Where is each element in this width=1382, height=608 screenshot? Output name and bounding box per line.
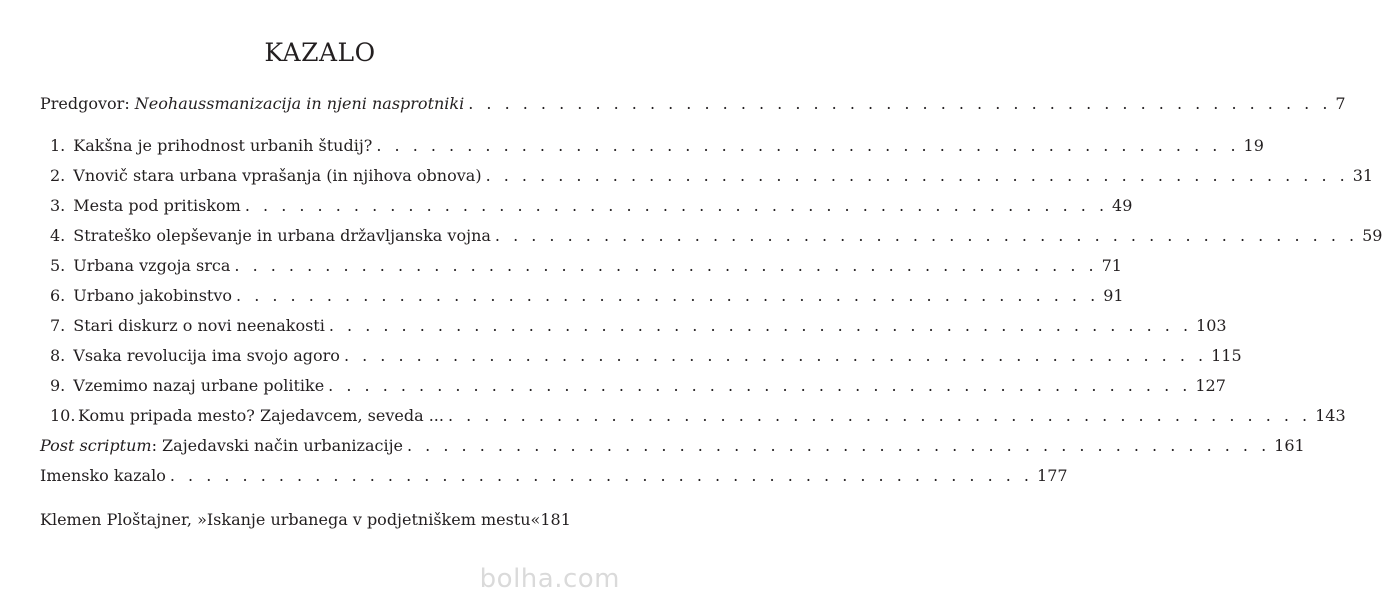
chapter-number: 1. — [50, 136, 66, 155]
toc-entry-preface — [40, 94, 1346, 114]
dot-leader: . . . . . . . . . . . . . . . . . . . . . . . . . . . . . . . . . . . . . . . . . . . . . . . . — [328, 376, 1192, 395]
toc-entry-chapter-6 — [40, 286, 1124, 306]
toc-entry-chapter-9 — [40, 376, 1226, 396]
dot-leader: . . . . . . . . . . . . . . . . . . . . . . . . . . . . . . . . . . . . . . . . . . . . . . . . — [447, 406, 1312, 425]
chapter-title: Mesta pod pritiskom — [73, 196, 241, 215]
page-number: 91 — [1103, 286, 1124, 305]
preface-italic-title: Neohaussmanizacija in njeni nasprotniki — [134, 94, 465, 113]
dot-leader: . . . . . . . . . . . . . . . . . . . . . . . . . . . . . . . . . . . . . . . . . . . . . . . . — [236, 286, 1100, 305]
chapter-number: 2. — [50, 166, 66, 185]
watermark: bolha.com — [479, 564, 620, 594]
toc-entry-chapter-1 — [40, 136, 1264, 156]
chapter-title: Urbana vzgoja srca — [73, 256, 231, 275]
chapter-number: 4. — [50, 226, 66, 245]
chapter-number: 7. — [50, 316, 66, 335]
dot-leader: . . . . . . . . . . . . . . . . . . . . . . . . . . . . . . . . . . . . . . . . . . . . . . . . — [468, 94, 1332, 113]
toc-entry-postscript — [40, 436, 1305, 456]
toc-entry-chapter-8 — [40, 346, 1242, 366]
toc-entry-chapter-5 — [40, 256, 1122, 276]
chapter-number: 10. — [50, 406, 76, 425]
chapter-title: Vsaka revolucija ima svojo agoro — [73, 346, 340, 365]
page-number: 115 — [1211, 346, 1242, 365]
dot-leader: . . . . . . . . . . . . . . . . . . . . . . . . . . . . . . . . . . . . . . . . . . . . . . . . — [376, 136, 1240, 155]
chapter-title: Vnovič stara urbana vprašanja (in njihova obnova) — [73, 166, 482, 185]
preface-label: Predgovor: — [40, 94, 135, 113]
toc-entry-afterword — [40, 510, 606, 530]
page-number: 31 — [1352, 166, 1374, 185]
toc-entry-chapter-4 — [40, 226, 1382, 246]
page-number: 59 — [1362, 226, 1382, 245]
page-number: 177 — [1037, 466, 1068, 485]
chapter-title: Vzemimo nazaj urbane politike — [73, 376, 325, 395]
dot-leader: . . . . . . . . . . . . . . . . . . . . . . . . . . . . . . . . . . . . . . . . . . . . . . . . — [343, 346, 1208, 365]
toc-entry-chapter-7 — [40, 316, 1227, 336]
page-number: 181 — [540, 510, 571, 529]
postscript-title — [40, 436, 403, 456]
dot-leader: . . . . . . . . . . . . . . . . . . . . . . . . . . . . . . . . . . . . . . . . . . . . . . . . — [328, 316, 1193, 335]
dot-leader: . . . . . . . . . . . . . . . . . . . . . . . . . . . . . . . . . . . . . . . . . . . . . . . . — [169, 466, 1034, 485]
chapter-title: Komu pripada mesto? Zajedavcem, seveda ... — [78, 406, 444, 425]
chapter-number: 8. — [50, 346, 66, 365]
afterword-title: Klemen Ploštajner, »Iskanje urbanega v podjetniškem mestu« — [40, 510, 541, 529]
chapter-number: 3. — [50, 196, 66, 215]
chapter-number: 5. — [50, 256, 66, 275]
page-number: 127 — [1195, 376, 1226, 395]
toc-entry-index — [40, 466, 1068, 486]
preface-title — [40, 94, 464, 114]
index-title: Imensko kazalo — [40, 466, 166, 485]
page-number: 7 — [1335, 94, 1346, 113]
toc-entry-chapter-2 — [40, 166, 1374, 186]
dot-leader: . . . . . . . . . . . . . . . . . . . . . . . . . . . . . . . . . . . . . . . . . . . . . . . . — [407, 436, 1271, 455]
chapter-title: Stari diskurz o novi neenakosti — [73, 316, 325, 335]
toc-entry-chapter-3 — [40, 196, 1133, 216]
page-number: 49 — [1112, 196, 1133, 215]
chapter-number: 9. — [50, 376, 66, 395]
chapter-title: Kakšna je prihodnost urbanih študij? — [73, 136, 373, 155]
toc-entry-chapter-10 — [40, 406, 1346, 426]
dot-leader: . . . . . . . . . . . . . . . . . . . . . . . . . . . . . . . . . . . . . . . . . . . . . . . . — [244, 196, 1109, 215]
chapter-title: Urbano jakobinstvo — [73, 286, 233, 305]
dot-leader: . . . . . . . . . . . . . . . . . . . . . . . . . . . . . . . . . . . . . . . . . . . . . . . . — [485, 166, 1349, 185]
page-number: 19 — [1243, 136, 1264, 155]
page-title: KAZALO — [264, 38, 376, 67]
chapter-number: 6. — [50, 286, 66, 305]
page-number: 71 — [1101, 256, 1122, 275]
page-number: 143 — [1315, 406, 1346, 425]
page-number: 161 — [1274, 436, 1305, 455]
page-number: 103 — [1196, 316, 1227, 335]
chapter-title: Strateško olepševanje in urbana državljanska vojna — [73, 226, 491, 245]
postscript-italic-label: Post scriptum — [40, 436, 152, 455]
dot-leader: . . . . . . . . . . . . . . . . . . . . . . . . . . . . . . . . . . . . . . . . . . . . . . . . — [494, 226, 1359, 245]
dot-leader: . . . . . . . . . . . . . . . . . . . . . . . . . . . . . . . . . . . . . . . . . . . . . . . . — [234, 256, 1098, 275]
postscript-label: : Zajedavski način urbanizacije — [151, 436, 403, 455]
